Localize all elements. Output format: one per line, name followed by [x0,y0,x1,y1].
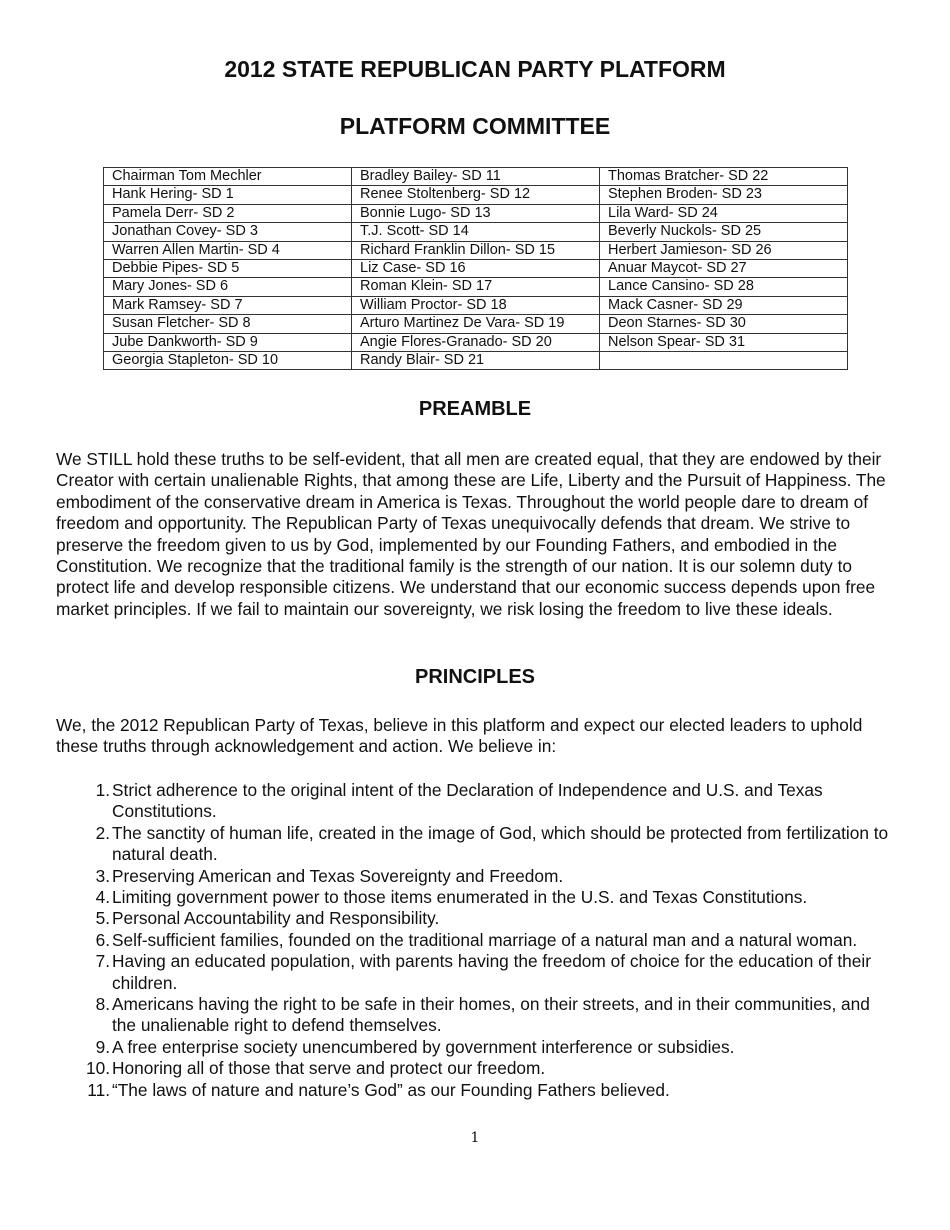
committee-cell: Mary Jones- SD 6 [104,278,352,296]
document-title: 2012 STATE REPUBLICAN PARTY PLATFORM [224,56,726,82]
committee-cell: Richard Franklin Dillon- SD 15 [352,241,600,259]
principle-item [82,887,897,908]
principles-heading: PRINCIPLES [414,666,536,688]
principle-text: A free enterprise society unencumbered by government interference or subsidies. [112,1036,735,1057]
principle-item [82,823,897,866]
committee-cell: Stephen Broden- SD 23 [600,186,848,204]
committee-cell: Georgia Stapleton- SD 10 [104,352,352,370]
committee-cell: Lila Ward- SD 24 [600,204,848,222]
committee-cell: Bonnie Lugo- SD 13 [352,204,600,222]
page-number: 1 [470,1130,480,1146]
committee-cell: Susan Fletcher- SD 8 [104,315,352,333]
principle-item [82,994,897,1037]
committee-row [104,241,848,259]
committee-cell: Deon Starnes- SD 30 [600,315,848,333]
committee-cell [600,352,848,370]
committee-row [104,333,848,351]
preamble-text: We STILL hold these truths to be self-evident, that all men are created equal, that they are endowed by their Creator with certain unalienable Rights, that among these are Life, Liberty and the Pursuit of Happiness. The embodiment of the conservative dream in America is Texas. Throughout the world people dare to dream of freedom and opportunity. The Republican Party of Texas unequivocally defends that dream. We strive to preserve the freedom given to us by God, implemented by our Founding Fathers, and embodied in the Constitution. We recognize that the traditional family is the strength of our nation. It is our solemn duty to protect life and develop responsible citizens. We understand that our economic success depends upon free market principles. If we fail to maintain our sovereignty, we risk losing the freedom to live these ideals. [56,449,886,619]
committee-cell: Jonathan Covey- SD 3 [104,223,352,241]
principle-text: Strict adherence to the original intent of the Declaration of Independence and U.S. and Texas Constitutions. [112,780,823,822]
principle-item [82,908,897,929]
committee-cell: Anuar Maycot- SD 27 [600,260,848,278]
committee-cell: Jube Dankworth- SD 9 [104,333,352,351]
committee-cell: Nelson Spear- SD 31 [600,333,848,351]
committee-cell: William Proctor- SD 18 [352,296,600,314]
committee-row [104,260,848,278]
committee-cell: Chairman Tom Mechler [104,168,352,186]
committee-cell: Beverly Nuckols- SD 25 [600,223,848,241]
committee-row [104,168,848,186]
committee-row [104,352,848,370]
committee-row [104,296,848,314]
principle-number: 9. [95,1036,110,1057]
committee-cell: Arturo Martinez De Vara- SD 19 [352,315,600,333]
principle-text: Preserving American and Texas Sovereignty and Freedom. [112,865,564,886]
committee-cell: T.J. Scott- SD 14 [352,223,600,241]
committee-cell: Angie Flores-Granado- SD 20 [352,333,600,351]
principle-text: Self-sufficient families, founded on the traditional marriage of a natural man and a natural woman. [112,929,858,950]
committee-heading: PLATFORM COMMITTEE [339,113,611,139]
principle-number: 3. [95,865,110,886]
principle-item [82,866,897,887]
principle-number: 4. [95,887,110,908]
principle-number: 7. [95,951,110,972]
committee-row [104,223,848,241]
committee-row [104,186,848,204]
principle-text: Honoring all of those that serve and protect our freedom. [112,1058,546,1079]
committee-cell: Mack Casner- SD 29 [600,296,848,314]
committee-cell: Debbie Pipes- SD 5 [104,260,352,278]
principles-list [82,780,897,1101]
committee-cell: Renee Stoltenberg- SD 12 [352,186,600,204]
principle-item [82,1058,897,1079]
principle-number: 2. [95,822,110,843]
principle-text: The sanctity of human life, created in the image of God, which should be protected from fertilization to natural death. [112,822,889,865]
committee-table [103,167,848,370]
committee-row [104,315,848,333]
committee-cell: Roman Klein- SD 17 [352,278,600,296]
principle-number: 11. [87,1079,110,1100]
principle-item [82,951,897,994]
committee-cell: Hank Hering- SD 1 [104,186,352,204]
committee-cell: Pamela Derr- SD 2 [104,204,352,222]
principle-number: 5. [95,908,110,929]
committee-cell: Randy Blair- SD 21 [352,352,600,370]
committee-cell: Lance Cansino- SD 28 [600,278,848,296]
principle-text: “The laws of nature and nature’s God” as our Founding Fathers believed. [112,1079,670,1100]
principle-number: 8. [95,994,110,1015]
principle-number: 1. [95,780,110,800]
committee-row [104,278,848,296]
committee-cell: Mark Ramsey- SD 7 [104,296,352,314]
committee-cell: Herbert Jamieson- SD 26 [600,241,848,259]
preamble-heading: PREAMBLE [418,398,532,420]
principle-text: Limiting government power to those items enumerated in the U.S. and Texas Constitutions. [112,887,808,908]
principle-text: Personal Accountability and Responsibility. [112,908,440,929]
committee-row [104,204,848,222]
principle-text: Americans having the right to be safe in their homes, on their streets, and in their communities, and the unalienable right to defend themselves. [112,994,870,1036]
principles-intro: We, the 2012 Republican Party of Texas, believe in this platform and expect our elected leaders to uphold these truths through acknowledgement and action. We believe in: [56,715,863,757]
committee-table-body [104,168,848,370]
principle-text: Having an educated population, with parents having the freedom of choice for the education of their children. [112,951,871,993]
principle-number: 6. [95,929,110,950]
principle-number: 10. [85,1058,110,1079]
committee-cell: Bradley Bailey- SD 11 [352,168,600,186]
principle-item [82,1080,897,1101]
principle-item [82,930,897,951]
principle-item [82,780,897,823]
committee-cell: Warren Allen Martin- SD 4 [104,241,352,259]
committee-cell: Liz Case- SD 16 [352,260,600,278]
principle-item [82,1037,897,1058]
committee-cell: Thomas Bratcher- SD 22 [600,168,848,186]
